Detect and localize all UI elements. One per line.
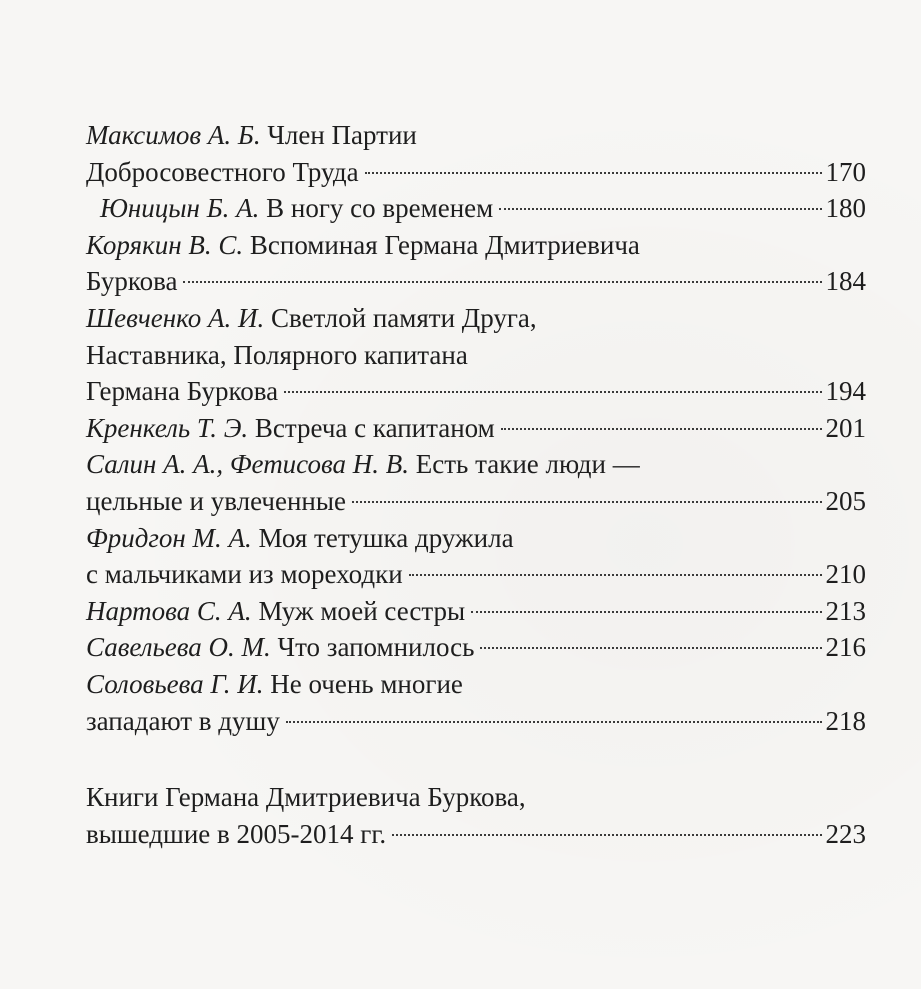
toc-page-number: 223 xyxy=(825,818,866,849)
toc-entry-line xyxy=(86,779,866,816)
dot-leader xyxy=(501,428,822,430)
toc-title: Наставника, Полярного капитана xyxy=(86,339,468,370)
toc-entry-line xyxy=(86,446,866,483)
toc-page-number: 170 xyxy=(825,156,866,187)
dot-leader xyxy=(352,501,821,503)
toc-entry-line xyxy=(86,154,866,191)
toc-entry-line xyxy=(86,556,866,593)
dot-leader xyxy=(284,391,821,393)
toc-title: Буркова xyxy=(86,266,178,297)
toc-author: Соловьева Г. И. xyxy=(86,668,264,699)
toc-entry-line xyxy=(86,263,866,300)
toc-author: Корякин В. С. xyxy=(86,229,244,260)
toc-title: Есть такие люди — xyxy=(415,449,640,480)
toc-entry-line xyxy=(86,520,866,557)
toc-entry-line xyxy=(86,629,866,666)
toc-author: Савельева О. М. xyxy=(86,632,271,663)
toc-title: Муж моей сестры xyxy=(258,595,466,626)
toc-page-number: 201 xyxy=(825,412,866,443)
toc-title: Не очень многие xyxy=(270,668,463,699)
toc-title: Моя тетушка дружила xyxy=(258,522,514,553)
toc-page-number: 194 xyxy=(825,376,866,407)
toc-entry-line xyxy=(86,337,866,374)
dot-leader xyxy=(471,611,821,613)
toc-page-number: 184 xyxy=(825,266,866,297)
toc-title: Германа Буркова xyxy=(86,376,279,407)
toc-title: вышедшие в 2005-2014 гг. xyxy=(86,818,387,849)
toc-author: Юницын Б. А. xyxy=(100,193,260,224)
toc-entry-line xyxy=(86,373,866,410)
toc-title: Член Партии xyxy=(267,120,417,150)
toc-author: Фридгон М. А. xyxy=(86,522,252,553)
toc-page-number: 216 xyxy=(825,632,866,663)
toc-author: Нартова С. А. xyxy=(86,595,252,626)
toc-page-number: 205 xyxy=(825,485,866,516)
toc-title: западают в душу xyxy=(86,705,280,736)
toc-entry-line xyxy=(86,190,866,227)
toc-entry-line xyxy=(86,300,866,337)
toc-entry-line xyxy=(86,227,866,264)
dot-leader xyxy=(499,208,821,210)
dot-leader xyxy=(286,721,822,723)
toc-author: Салин А. А., Фетисова Н. В. xyxy=(86,449,410,480)
dot-leader xyxy=(480,647,821,649)
toc-page-number: 210 xyxy=(825,559,866,590)
toc-entry-line xyxy=(86,117,866,154)
toc-entry-line xyxy=(86,816,866,853)
toc-title: Что запомнилось xyxy=(277,632,475,663)
toc-title: Книги Германа Дмитриевича Буркова, xyxy=(86,782,526,813)
toc-page-number: 180 xyxy=(825,193,866,224)
section-spacer xyxy=(86,739,866,779)
dot-leader xyxy=(409,574,822,576)
dot-leader xyxy=(392,834,821,836)
toc-title: Вспоминая Германа Дмитриевича xyxy=(249,229,640,260)
toc-author: Шевченко А. И. xyxy=(86,302,265,333)
toc-title: В ногу со временем xyxy=(266,193,494,224)
dot-leader xyxy=(365,172,822,174)
toc-entry-line xyxy=(86,593,866,630)
toc-title: цельные и увлеченные xyxy=(86,485,347,516)
toc-title: Светлой памяти Друга, xyxy=(270,302,537,333)
toc-page-number: 218 xyxy=(825,705,866,736)
toc-entry-line xyxy=(86,483,866,520)
toc-entry-line xyxy=(86,410,866,447)
toc-title: с мальчиками из мореходки xyxy=(86,559,403,590)
toc-page-number: 213 xyxy=(825,595,866,626)
dot-leader xyxy=(183,281,821,283)
toc-entry-line xyxy=(86,666,866,703)
toc-title: Добросовестного Труда xyxy=(86,156,359,187)
toc-author: Максимов А. Б. xyxy=(86,120,261,150)
table-of-contents xyxy=(86,117,866,852)
toc-author: Кренкель Т. Э. xyxy=(86,412,249,443)
toc-entry-line xyxy=(86,703,866,740)
toc-title: Встреча с капитаном xyxy=(254,412,495,443)
